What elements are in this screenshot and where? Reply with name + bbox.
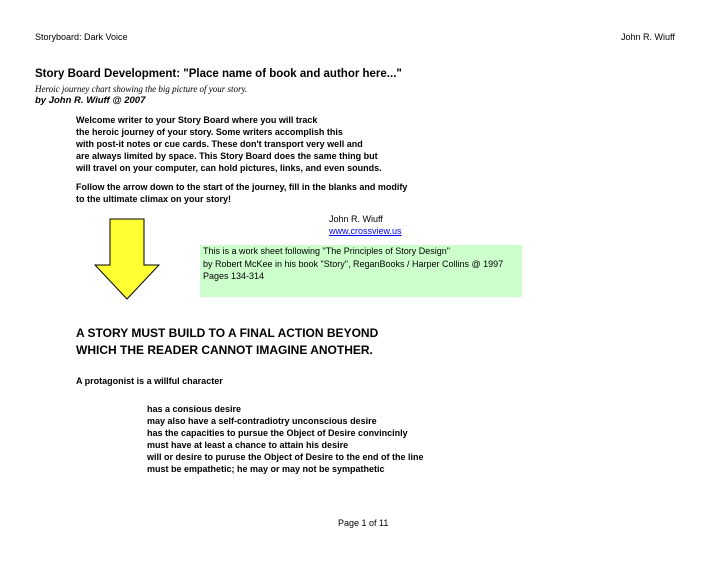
trait-item: must have at least a chance to attain his desire	[147, 440, 349, 450]
protagonist-statement: A protagonist is a willful character	[76, 376, 223, 386]
trait-item: has the capacities to pursue the Object of Desire convincinly	[147, 428, 408, 438]
traits-list	[147, 403, 424, 475]
trait-item: will or desire to puruse the Object of Desire to the end of the line	[147, 452, 424, 462]
intro-line: will travel on your computer, can hold pictures, links, and even sounds.	[76, 163, 382, 173]
intro-line: are always limited by space. This Story Board does the same thing but	[76, 151, 378, 161]
trait-item: may also have a self-contradiotry unconscious desire	[147, 416, 377, 426]
page-subtitle: Heroic journey chart showing the big picture of your story.	[35, 84, 248, 94]
follow-paragraph	[76, 181, 407, 205]
note-line: Pages 134-314	[203, 271, 265, 281]
intro-line: the heroic journey of your story. Some writers accomplish this	[76, 127, 343, 137]
page-number: Page 1 of 11	[338, 518, 389, 528]
intro-line: with post-it notes or cue cards. These don't transport very well and	[76, 139, 363, 149]
signature-name: John R. Wiuff	[329, 214, 383, 224]
signature-link[interactable]: www.crossview.us	[329, 226, 402, 236]
headline	[76, 325, 378, 359]
reference-note	[200, 245, 522, 297]
intro-line: Welcome writer to your Story Board where you will track	[76, 115, 318, 125]
note-line: by Robert McKee in his book "Story", ReganBooks / Harper Collins @ 1997	[203, 258, 504, 269]
intro-paragraph	[76, 114, 382, 174]
down-arrow-icon	[94, 218, 160, 300]
follow-line: Follow the arrow down to the start of the journey, fill in the blanks and modify	[76, 182, 408, 192]
headline-line: A STORY MUST BUILD TO A FINAL ACTION BEYOND	[76, 326, 379, 340]
byline: by John R. Wiuff @ 2007	[35, 95, 146, 106]
note-line: This is a work sheet following "The Principles of Story Design"	[203, 246, 450, 256]
follow-line: to the ultimate climax on your story!	[76, 194, 232, 204]
trait-item: has a consious desire	[147, 404, 242, 414]
header-right: John R. Wiuff	[621, 32, 675, 42]
header-left: Storyboard: Dark Voice	[35, 32, 128, 42]
trait-item: must be empathetic; he may or may not be sympathetic	[147, 464, 385, 474]
headline-line: WHICH THE READER CANNOT IMAGINE ANOTHER.	[76, 343, 373, 357]
page-title: Story Board Development: "Place name of book and author here..."	[35, 68, 402, 80]
